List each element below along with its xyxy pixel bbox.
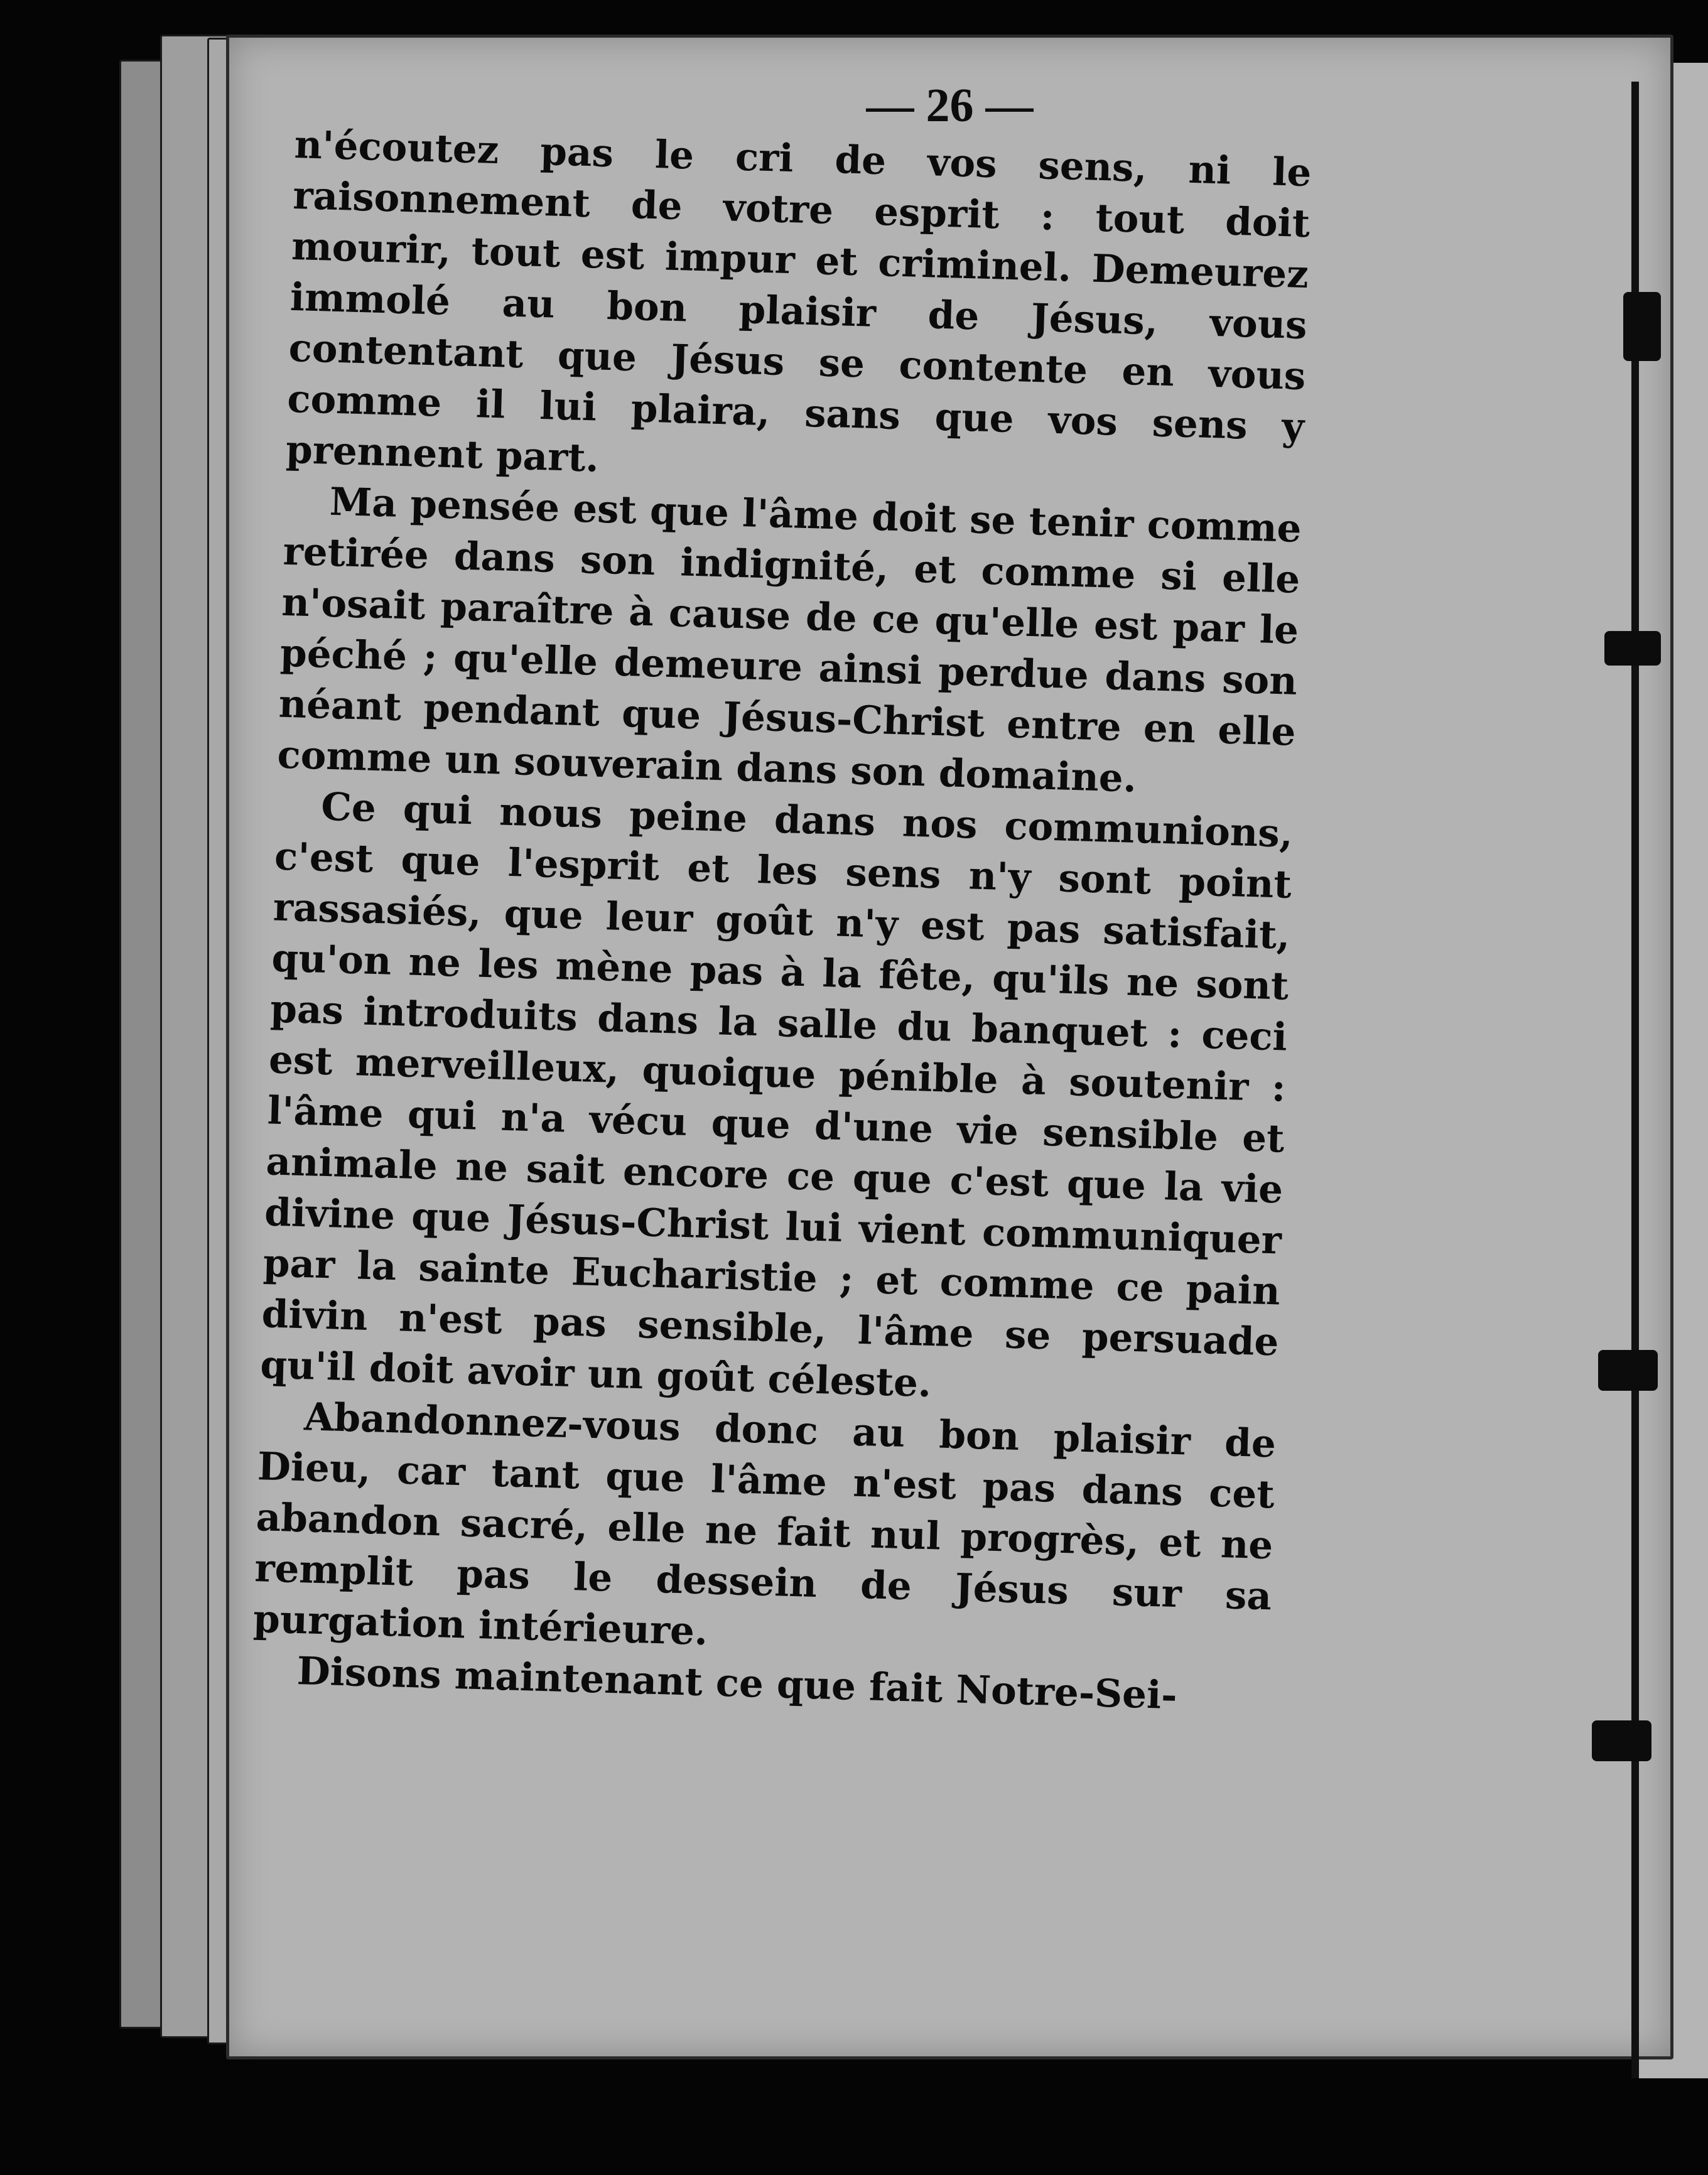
page-number: — 26 — bbox=[866, 79, 1034, 132]
binding-clip bbox=[1604, 631, 1661, 666]
paragraph: Ce qui nous peine dans nos communions, c'est que l'esprit et les sens n'y sont point rassasiés, que leur goût n'y est pas satisfait, qu'on ne les mène pas à la fête, qu'ils ne sont pas introduits dans la salle du banquet : ceci est merveilleux, quoique pénible à soutenir : l'âme qui n'a vécu que d'une vie sensible et animale ne sait encore ce que c'est que la vie divine que Jésus-Christ lui vient communiquer par la sainte Eucharistie ; et comme ce pain divin n'est pas sensible, l'âme se persuade qu'il doit avoir un goût céleste. bbox=[259, 784, 1294, 1406]
binding-shadow bbox=[1631, 82, 1639, 2078]
paragraph: Abandonnez-vous donc au bon plaisir de Dieu, car tant que l'âme n'est pas dans cet abandon sacré, elle ne fait nul progrès, et ne remplit pas le dessein de Jésus sur sa purgation intérieure. bbox=[252, 1395, 1277, 1654]
binding-clip bbox=[1592, 1720, 1651, 1761]
paragraph: Ma pensée est que l'âme doit se tenir comme retirée dans son indignité, et comme si elle n'osait paraître à cause de ce qu'elle est par le péché ; qu'elle demeure ainsi perdue dans son néant pendant que Jésus-Christ entre en elle comme un souverain dans son domaine. bbox=[276, 479, 1302, 801]
paragraph: Disons maintenant ce que fait Notre-Sei- bbox=[296, 1649, 1178, 1719]
paragraph: n'écoutez pas le cri de vos sens, ni le raisonnement de votre esprit : tout doit mourir, tout est impur et criminel. Demeurez immolé au bon plaisir de Jésus, vous contentant que Jésus se contente en vous comme il lui plaira, sans que vos sens y prennent part. bbox=[285, 122, 1312, 481]
binding-clip bbox=[1598, 1350, 1658, 1391]
page-body-text bbox=[251, 119, 1312, 1724]
binding-clip bbox=[1623, 292, 1661, 361]
